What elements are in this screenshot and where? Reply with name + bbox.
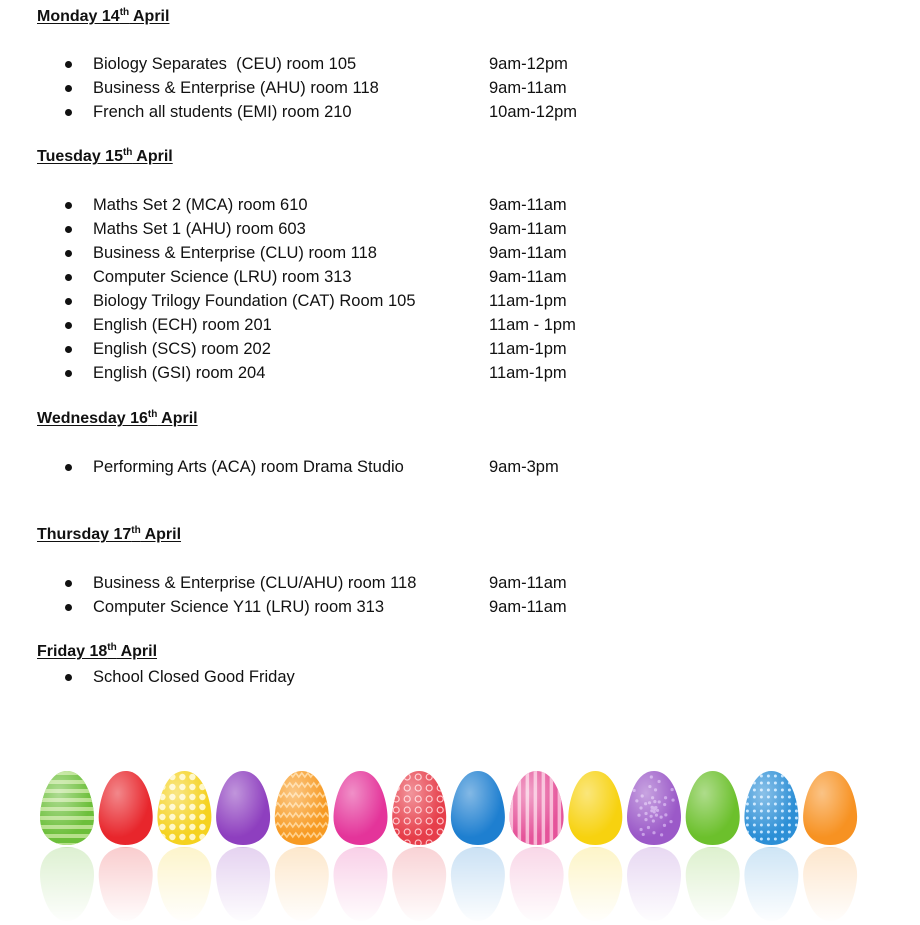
day-heading-text: Monday 14 — [37, 8, 120, 25]
exam-item — [0, 455, 920, 479]
exam-time: 11am-1pm — [489, 292, 567, 310]
day-ordinal-suffix: th — [131, 525, 141, 536]
exam-item — [0, 595, 920, 619]
bullet-icon — [65, 674, 72, 681]
exam-item — [0, 217, 920, 241]
exam-time: 9am-11am — [489, 196, 567, 214]
exam-time: 9am-11am — [489, 79, 567, 97]
exam-item — [0, 241, 920, 265]
day-ordinal-suffix: th — [119, 7, 130, 18]
day-heading-thursday — [37, 525, 181, 545]
exam-subject: Computer Science (LRU) room 313 — [93, 268, 352, 286]
bullet-icon — [65, 464, 72, 471]
bullet-icon — [65, 346, 72, 353]
day-ordinal-suffix: th — [107, 642, 117, 653]
day-heading-monday — [37, 7, 169, 27]
day-heading-friday — [37, 642, 157, 662]
bullet-icon — [65, 226, 72, 233]
bullet-icon — [65, 109, 72, 116]
exam-time: 9am-12pm — [489, 55, 568, 73]
exam-subject: Biology Trilogy Foundation (CAT) Room 105 — [93, 292, 416, 310]
exam-subject: English (SCS) room 202 — [93, 340, 271, 358]
day-heading-wednesday — [37, 409, 198, 429]
day-heading-month: April — [157, 410, 198, 427]
exam-time: 9am-11am — [489, 598, 567, 616]
exam-subject: English (ECH) room 201 — [93, 316, 272, 334]
bullet-icon — [65, 298, 72, 305]
exam-subject: Maths Set 1 (AHU) room 603 — [93, 220, 306, 238]
exam-time: 11am-1pm — [489, 364, 567, 382]
exam-item — [0, 571, 920, 595]
exam-subject: English (GSI) room 204 — [93, 364, 266, 382]
exam-time: 9am-11am — [489, 268, 567, 286]
exam-item — [0, 52, 920, 76]
exam-subject: Performing Arts (ACA) room Drama Studio — [93, 458, 404, 476]
exam-item — [0, 361, 920, 385]
exam-time: 10am-12pm — [489, 103, 578, 121]
exam-item — [0, 313, 920, 337]
day-heading-month: April — [116, 643, 158, 660]
exam-item — [0, 337, 920, 361]
day-ordinal-suffix: th — [122, 147, 133, 158]
exam-item — [0, 265, 920, 289]
exam-subject: Business & Enterprise (AHU) room 118 — [93, 79, 379, 97]
exam-time: 11am - 1pm — [489, 316, 576, 334]
exam-item — [0, 193, 920, 217]
day-heading-month: April — [140, 526, 182, 543]
day-heading-month: April — [129, 8, 170, 25]
exam-subject: Business & Enterprise (CLU/AHU) room 118 — [93, 574, 417, 592]
day-heading-text: Tuesday 15 — [37, 148, 123, 165]
bullet-icon — [65, 202, 72, 209]
bullet-icon — [65, 370, 72, 377]
day-heading-month: April — [132, 148, 173, 165]
bullet-icon — [65, 322, 72, 329]
bullet-icon — [65, 85, 72, 92]
exam-time: 9am-11am — [489, 220, 567, 238]
exam-subject: Business & Enterprise (CLU) room 118 — [93, 244, 377, 262]
day-heading-text: Friday 18 — [37, 643, 108, 660]
exam-subject: Maths Set 2 (MCA) room 610 — [93, 196, 308, 214]
exam-subject: French all students (EMI) room 210 — [93, 103, 352, 121]
exam-time: 9am-11am — [489, 244, 567, 262]
exam-item — [0, 289, 920, 313]
bullet-icon — [65, 61, 72, 68]
day-heading-text: Thursday 17 — [37, 526, 132, 543]
exam-time: 11am-1pm — [489, 340, 567, 358]
exam-subject: School Closed Good Friday — [93, 668, 295, 686]
exam-subject: Computer Science Y11 (LRU) room 313 — [93, 598, 385, 616]
exam-time: 9am-11am — [489, 574, 567, 592]
exam-time: 9am-3pm — [489, 458, 559, 476]
day-ordinal-suffix: th — [147, 409, 158, 420]
easter-eggs-image — [0, 760, 920, 925]
exam-item — [0, 76, 920, 100]
bullet-icon — [65, 274, 72, 281]
bullet-icon — [65, 580, 72, 587]
day-heading-text: Wednesday 16 — [37, 410, 148, 427]
exam-item — [0, 665, 920, 689]
exam-subject: Biology Separates (CEU) room 105 — [93, 55, 357, 73]
exam-item — [0, 100, 920, 124]
day-heading-tuesday — [37, 147, 173, 167]
bullet-icon — [65, 604, 72, 611]
bullet-icon — [65, 250, 72, 257]
